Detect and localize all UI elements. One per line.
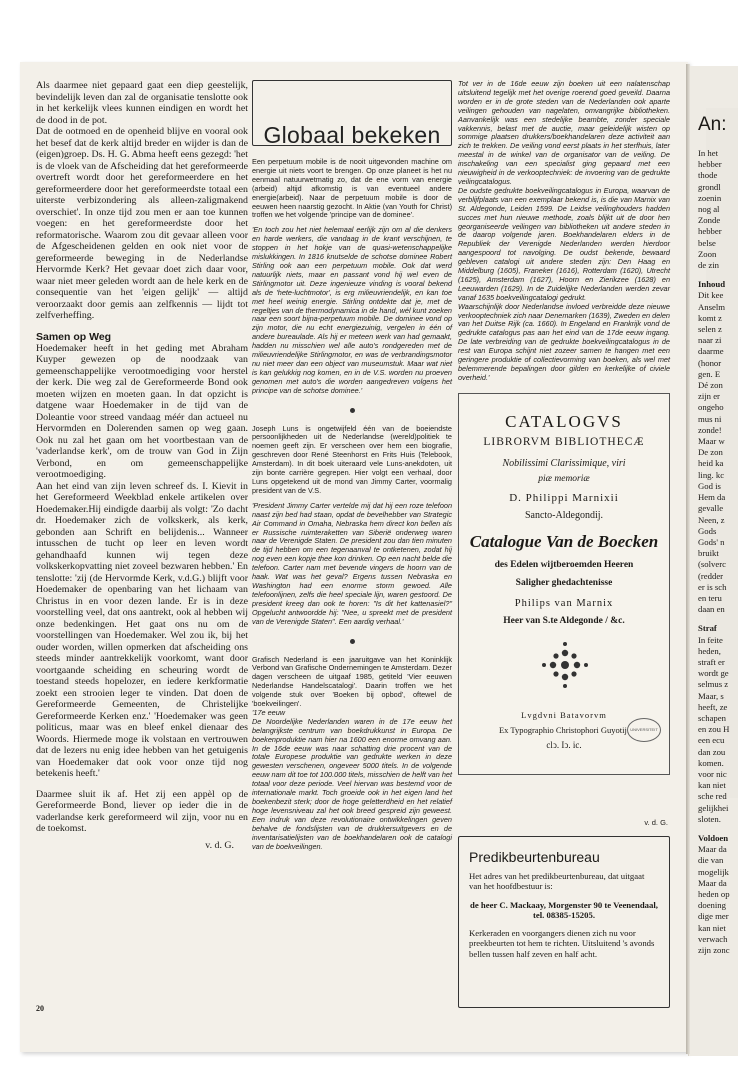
facing-text-line: schapen <box>698 712 726 723</box>
facing-text-line: Zoon <box>698 248 717 259</box>
col2-quote-1: 'En toch zou het niet helemaal eerlijk zijn om al die denkers en harde werkers, die vandaag in de krant verschijnen, te stoppen in het hokje van de quasi-wetenschappelijke mislukkingen. In 1816 knutselde de schotse dominee Robert Stirling ook aan een perpetuum mobile. Ook dat werd natuurlijk niets, maar en passant vond hij wel even de Stirlingmotor uit. Deze ingenieuze vinding is vooral bekend als de 'hete-luchtmotor', is erg milieuvriendelijk, en kan toe met heel weinig energie. Stirling ontdekte dat je, met de regeltjes van de thermodynamica in de hand, wél kunt zoeken naar een soort bijna-perpetuum mobile. De dominee vond op zijn motor, die nu echt energiezuinig, vergelen in één of andere bureaulade. Als hij er meteen werk van had gemaakt, hadden nu misschien wel alle auto's rondgereden met de milieuvriendelijke Stirlingmotor, en was de verbrandingsmotor nu niet meer dan een object van museumstuk. Maar wat niet is kan gelukkig nog komen, en in de V.S. worden nu proeven genomen met auto's die worden aangedreven volgens het principe van de schotse dominee.' <box>252 225 452 395</box>
facing-text-line: kan niet <box>698 922 726 933</box>
catalogue-line-4: piæ memoriæ <box>538 473 590 484</box>
facing-text-line: gevalle <box>698 503 724 514</box>
facing-text-line: verwach <box>698 933 728 944</box>
body-paragraph-2: Aan het eind van zijn leven schreef ds. I. Kievit in het Gereformeerd Weekblad enkele artikelen over Hoedemaker.Hij eindigde daarbij als volgt: 'Zo dacht dr. Hoedemaker zich de volkskerk, als kerk, gebonden aan Schrift en belijdenis... Wanneer intusschen de tucht op leer en leven wordt gehandhaafd kunnen wij tegen deze volkskerkopvatting niet zoveel bezwaren hebben.' En tenslotte: 'zij (de Hervormde Kerk, v.d.G.) blijft voor Hoedemaker de openbaring van het lichaam van Christus in en voor dezen lande. Er is in deze voorstelling veel, dat ons aantrekt, ook al hebben wij onze bedenkingen. Het gaat ons nu om de voorstellingen van Hoedemaker. Wel zou ik, bij het ouder worden, willen opmerken dat afscheiding ons steeds minder aantrekkelijk voorkomt, want door voortgaande scheiding en scheuring wordt de toestand steeds hopelozer, en iedere kerkformatie zoekt een strooien leger te vinden. Dat doen de Gereformeerde Gemeenten, de Christelijke Gereformeerde Kerken enz.' 'Hoedemaker was geen politicus, maar was en bleef enkel dienaar des Woords. Hiermede moge ik volstaan en vertrouwen dat de lezers nu enig idee hebben van het getuigenis van Hoedemaker dat ook voor onze tijd nog betekenis heeft.' <box>36 480 248 779</box>
facing-text-line: wordt ge <box>698 668 729 679</box>
facing-text-line: grondl <box>698 181 721 192</box>
catalogue-line-10: Philips van Marnix <box>514 597 614 609</box>
facing-text-line: Maar, s <box>698 690 724 701</box>
facing-text-line: nog al <box>698 204 720 215</box>
col2-paragraph-2: Joseph Luns is ongetwijfeld één van de boeiendste persoonlijkheden uit de Nederlandse (wereld)politiek te noemen geeft zijn. Er verscheen over hem een biografie, geschreven door René Steenhorst en Frits Huis (Telebook, Amsterdam). In dit boek uiteraard vele Luns-anekdoten, uit zijn bonte carrière gegrepen. Hier volgt een verhaal, door Luns opgetekend uit de mond van Jimmy Carter, voormalig president van de V.S. <box>252 423 452 495</box>
facing-text-line: heid ka <box>698 458 724 469</box>
catalogue-line-13: Ex Typographio Christophori Guyotij. <box>498 724 630 735</box>
catalogue-line-7: Catalogue Van de Boecken <box>469 531 659 551</box>
facing-text-line: sche red <box>698 791 727 802</box>
facing-text-line: Hem da <box>698 492 726 503</box>
col2-paragraph-3: Grafisch Nederland is een jaaruitgave van het Koninklijk Verbond van Grafische Ondernemingen te Amsterdam. Dezer dagen verscheen de uitgaaf 1985, getiteld 'Vier eeuwen Nederlandse Handelscatalogi'. Daarin troffen we het volgende stuk over 'Boeken bij opbod', oftewel de 'boekveilingen'. <box>252 654 452 709</box>
separator-dot-icon <box>350 408 355 413</box>
facing-text-line: een ecu <box>698 735 725 746</box>
facing-text-line: Dit kee <box>698 290 724 301</box>
catalogue-line-1: CATALOGVS <box>505 411 623 431</box>
facing-text-block-1 <box>698 148 738 271</box>
facing-text-line: voor nic <box>698 768 727 779</box>
facing-text-line: hebber <box>698 159 722 170</box>
facing-text-block-2 <box>698 290 738 615</box>
col2-quote-3: De Noordelijke Nederlanden waren in de 17e eeuw het belangrijkste centrum van boekdrukkunst in Europa. De boekenproduktie nam hier na 1600 een enorme omvang aan. In de 16de eeuw was naar schatting drie procent van de totale Europese produktie van gedrukte werken in deze gewesten verschenen, ongeveer 5000 titels. In de volgende eeuw nam dit toe tot 100.000 titels, misschien de helft van het totaal voor deze periode. Veel hiervan was bestemd voor de internationale markt. Toch groeide ook in het eigen land het boekenbezit sterk; door de hoge geletterdheid en het relatief hoge levensniveau zal het ook breed gespreid zijn geweest. Een indruk van deze revolutionaire ontwikkelingen geven behalve de fondslijsten van de drukkersuitgevers en de inventarisatielijsten van de boekhandelaren ook de catalogi van de boekveilingen. <box>252 716 452 851</box>
intro-paragraph-1: Als daarmee niet gepaard gaat een diep geestelijk, bevindelijk leven dan zal de organisatie tenslotte ook in het kerkelijk vlees kunnen eindigen en wordt het de dood in de pot. <box>36 80 248 126</box>
facing-text-line: heden, <box>698 645 721 656</box>
predik-instructions: Kerkeraden en voorgangers dienen zich nu voor preekbeurten tot hem te richten. Uitsluitend 's avonds bellen tussen half zeven en half acht. <box>469 928 655 959</box>
catalogue-line-9: Saligher ghedachtenisse <box>515 577 613 588</box>
facing-text-line: dan zou <box>698 746 726 757</box>
facing-text-line: doening <box>698 900 726 911</box>
facing-text-line: mus ni <box>698 413 722 424</box>
facing-text-line: daan en <box>698 604 725 615</box>
intro-paragraph-2: Dat de ootmoed en de openheid blijve en vooral ook het besef dat de kerk altijd breder en wijder is dan de (eigen)groep. Ds. H. G. Abma heeft eens gezegd: 'het is de vloek van de Afscheiding dat het gereformeerde overtreft wordt door het gereformeerdere en het gereformeerdere door het gereformeerdste totaal een uiterste verbizondering als alleen-zaligmakend overschiet'. In onze tijd zou men er aan toe kunnen voegen: en het gereformeerdste door het reformatorische. Waarom zou dit gevaar alleen voor de Afgescheidenen gelden en ook niet voor de gereformeerde beweging in de Nederlandse Hervormde Kerk? Het gevaar doet zich daar voor, waar niet meer geleden wordt aan de hele kerk en de consequentie van het 'eigen gelijk' — altijd veroorzaakt door gemis aan zelfkennis — lijdt tot zelfverheffing. <box>36 126 248 321</box>
facing-text-line: belse <box>698 237 716 248</box>
facing-text-line: (solverc <box>698 559 726 570</box>
facing-text-line: heden op <box>698 889 730 899</box>
facing-text-line: sloten. <box>698 813 721 824</box>
facing-text-line: dige mer <box>698 911 729 922</box>
facing-text-line: God is <box>698 480 721 491</box>
facing-text-line: bruikt <box>698 548 719 559</box>
facing-subheading-inhoud: Inhoud <box>698 279 726 290</box>
facing-text-line: thode <box>698 170 718 181</box>
facing-text-line: selmus z <box>698 679 729 690</box>
facing-text-line: Anselm <box>698 301 726 312</box>
facing-text-line: kan niet <box>698 780 726 791</box>
article-title: Globaal bekeken <box>263 122 441 149</box>
facing-text-line: zonde! <box>698 424 722 435</box>
catalogue-line-3: Nobilissimi Clarissimique, viri <box>502 457 626 469</box>
catalogue-line-5: D. Philippi Marnixii <box>509 491 619 504</box>
facing-text-line: gen. E <box>698 368 721 379</box>
facing-text-line: gelijkhei <box>698 802 729 813</box>
article-column-1 <box>36 80 248 851</box>
printers-ornament-icon <box>540 640 590 690</box>
article-column-3 <box>458 80 670 775</box>
facing-text-line: komen. <box>698 757 724 768</box>
facing-text-line: mogelijk <box>698 866 729 877</box>
facing-text-line: In het <box>698 148 719 158</box>
article-column-2 <box>252 80 452 851</box>
facing-text-line: Zonde <box>698 215 721 226</box>
body-paragraph-3: Daarmee sluit ik af. Het zij een appèl op de Gereformeerde Bond, liever op ieder die in de vaderlandse kerk gereformeerd wil zijn, voor nu en de toekomst. <box>36 788 248 834</box>
facing-text-line: De zon <box>698 447 723 458</box>
facing-text-line: Maar w <box>698 436 725 447</box>
page-gutter <box>686 64 690 1054</box>
col3-paragraph-2: De oudste gedrukte boekveilingcatalogus in Europa, waarvan de verblijfplaats van een exemplaar bekend is, is die van Marnix van St. Aldegonde, Leiden 1599. De Leidse veilinghouders hadden succes met hun nieuwe methode, zoals blijkt uit de door hen georganiseerde veilingen van bibliotheken uit andere steden in de daarop volgende jaren. Boekhandelaren elders in de Republiek der Verenigde Nederlanden werden hierdoor aangespoord tot navolging. De oudst bekende, bewaard gebleven catalogi uit andere steden zijn: Den Haag en Middelburg (1605), Franeker (1616), Rotterdam (1620), Utrecht (1625), Amsterdam (1627), Hoorn en Zierikzee (1628) en Leeuwarden (1629). In de Zuidelijke Nederlanden werden zevar vanaf 1635 boekveilingcatalogi gedrukt. <box>458 185 670 302</box>
title-box <box>252 80 452 149</box>
facing-page-column <box>698 80 738 956</box>
facing-text-line: de zin <box>698 260 719 271</box>
facing-text-block-4 <box>698 844 738 956</box>
facing-text-line: zijn zonc <box>698 945 730 956</box>
catalogue-line-11: Heer van S.te Aldegonde / &c. <box>503 615 625 626</box>
facing-text-line: straft er <box>698 656 725 667</box>
signature: v. d. G. <box>205 839 234 851</box>
separator-dot-icon <box>350 639 355 644</box>
facing-text-line: en teru <box>698 592 722 603</box>
catalogue-line-2: LIBRORVM BIBLIOTHECÆ <box>483 435 645 448</box>
facing-text-line: zijn er <box>698 391 720 402</box>
predik-address: de heer C. Mackaay, Morgenster 90 te Veenendaal, tel. 08385-15205. <box>470 899 658 920</box>
facing-text-line: ling. kc <box>698 469 725 480</box>
facing-subheading-straf: Straf <box>698 623 717 634</box>
catalogue-line-14: clↄ. Iↄ. ic. <box>546 739 582 750</box>
catalogue-line-8: des Edelen wijtberoemden Heeren <box>494 559 634 570</box>
facing-text-line: Maar da <box>698 877 727 888</box>
facing-text-line: komt z <box>698 312 722 323</box>
facing-text-line: ongeho <box>698 402 724 413</box>
predik-intro: Het adres van het predikbeurtenbureau, dat uitgaat van het hoofdbestuur is: <box>469 871 645 892</box>
col2-quote-2: 'President Jimmy Carter vertelde mij dat hij een roze telefoon naast zijn bed had staan, opdat de bevelhebber van Strategic Air Command in Omaha, Nebraska hem direct kon bellen als er Russische ruimteraketten van Siberië onderweg waren naar de Verenigde Staten. De president zou dan tien minuten de tijd hebben om een tegenaanval te ontketenen, zodat hij nog even een kopje thee kon drinken. Op een nacht belde die telefoon. Carter nam met bevende vingers de hoorn van de haak. Wat was het geval? Ergens tussen Nebraska en Washington had een enorme storm gewoed. Alle telefoonlijnen, zelfs die heel speciale lijn, waren gestoord. De president kreeg dan ook te horen: "Is dit het kattenasiel?" Opgelucht antwoordde hij: "Nee, u spreekt met de president van de Verenigde Staten". Een aardig verhaal.' <box>252 500 452 626</box>
predikbeurtenbureau-box <box>458 836 670 1008</box>
facing-page-heading: An: <box>698 114 727 135</box>
col3-paragraph-3: Waarschijnlijk door Nederlandse invloed verbreidde deze nieuwe verkooptechniek zich naar Denemarken (1639), Zweden en delen van het Duitse Rijk (ca. 1660). In Engeland en Frankrijk vond de gedrukte catalogus pas aan het eind van de 17de eeuw ingang. De late verbreiding van de gedrukte boekveilingcatalogus in de rest van Europa schijnt niet zozeer samen te hangen met een geringere produktie of collectievorming van boeken, als wel met belemmerende bepalingen door gilden en kerkelijke of civiele overheid.' <box>458 301 670 382</box>
facing-text-line: daarme <box>698 346 724 357</box>
facing-text-line: naar zi <box>698 335 722 346</box>
facing-text-line: In feite <box>698 634 723 645</box>
catalogue-line-6: Sancto-Aldegondij. <box>524 509 604 521</box>
facing-text-line: zoenin <box>698 192 722 203</box>
facing-text-line: heeft, ze <box>698 701 728 712</box>
facing-text-line: er is sch <box>698 581 727 592</box>
facing-text-line: die van <box>698 855 724 866</box>
facing-text-line: Dé zon <box>698 380 723 391</box>
facing-text-line: Maar da <box>698 844 727 855</box>
col2-paragraph-1: Een perpetuum mobile is de nooit uitgevonden machine om energie uit niets voort te brengen. Op onze planeet is het nu eenmaal natuurwetmatig zo, dat de ene vorm van energie (arbeid) altijd afkomstig is van eventueel andere energie(arbeid). Naar de perpetuum mobile is door de eeuwen heen naarstig gezocht. In Aktie (van Youth for Christ) troffen we het volgende 'principe van de dominee'. <box>252 157 452 220</box>
facing-text-block-3 <box>698 635 738 825</box>
col3-paragraph-1: Tot ver in de 16de eeuw zijn boeken uit een nalatenschap uitsluitend tegelijk met het overige roerend goed geveild. Daarna worden er in de grote steden van de Nederlanden ook aparte veilingen gehouden van nagelaten, omvangrijke bibliotheken. Aanvankelijk was een stedelijke beambte, zonder speciale vakkennis, belast met de auctie, maar geleidelijk wisten op sommige plaatsen drukkers/boekhandelaren deze activiteit aan zich te trekken. De veiling vond eerst plaats in het sterfhuis, later meestal in de winkel van de organisator van de veiling. De inschakeling van een specialist ging gepaard met een nieuwigheid in de verkooptechniek: de invoering van de gedrukte veilingcatalogus. <box>458 79 670 186</box>
library-stamp: UNIVERSITEIT <box>627 718 661 742</box>
section-heading-samen-op-weg: Samen op Weg <box>36 330 112 343</box>
facing-text-line: Gods' n <box>698 536 725 547</box>
facing-text-line: hebber <box>698 226 722 237</box>
body-paragraph-1: Hoedemaker heeft in het geding met Abraham Kuyper gewezen op de noodzaak van gemeenschappelijke verootmoediging voor herstel der kerk. Die weg zal de Gereformeerde Bond ook moeten wijzen en moeten gaan. In dat opzicht is datgene waar Hoedemaker in de tijd van de Doleantie voor streed vandaag méér dan actueel nu Hervormden en Dolerenden samen op weg gaan. Ook nu zal het gaan om het voortbestaan van de 'vaderlandse kerk', om de trouw van God in Zijn Verbond, en om gemeenschappelijke verootmoediging. <box>36 342 248 480</box>
facing-text-line: en zou H <box>698 724 730 735</box>
catalogue-line-12: Lvgdvni Batavorvm <box>521 709 607 720</box>
catalogue-title-page-image <box>458 393 670 775</box>
signature-col3: v. d. G. <box>644 818 668 827</box>
facing-text-line: selen z <box>698 324 722 335</box>
facing-text-line: (honor <box>698 357 722 368</box>
facing-text-line: (redder <box>698 570 724 581</box>
col2-subheading: '17e eeuw <box>252 707 286 717</box>
predik-title: Predikbeurtenbureau <box>469 849 600 865</box>
page-number: 20 <box>36 1004 44 1013</box>
facing-text-line: Neen, z <box>698 514 725 525</box>
facing-subheading-voldoen: Voldoen <box>698 832 729 843</box>
facing-text-line: Gods <box>698 525 717 536</box>
